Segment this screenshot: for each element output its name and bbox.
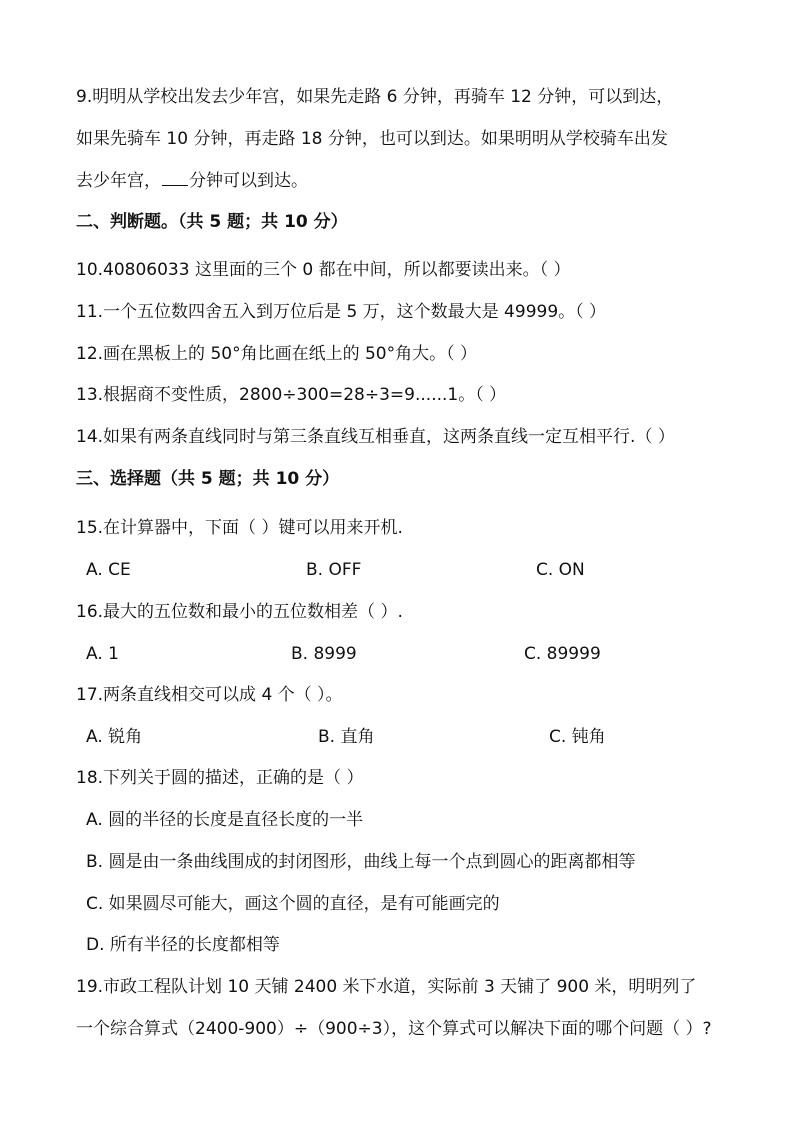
q18-option-d: D. 所有半径的长度都相等 bbox=[86, 935, 280, 955]
answer-blank[interactable] bbox=[162, 170, 188, 186]
q15-option-c: C. ON bbox=[536, 560, 585, 580]
q9-line1: 9.明明从学校出发去少年宫，如果先走路 6 分钟，再骑车 12 分钟，可以到达， bbox=[76, 87, 674, 107]
q10: 10.40806033 这里面的三个 0 都在中间，所以都要读出来。（ ） bbox=[76, 260, 571, 280]
q15-option-b: B. OFF bbox=[306, 560, 362, 580]
q12: 12.画在黑板上的 50°角比画在纸上的 50°角大。（ ） bbox=[76, 344, 478, 364]
q17-option-b: B. 直角 bbox=[318, 727, 375, 747]
q19-line2: 一个综合算式（2400-900）÷（900÷3），这个算式可以解决下面的哪个问题（ ）? bbox=[76, 1019, 712, 1039]
q16-option-a: A. 1 bbox=[86, 644, 119, 664]
section3-title: 三、选择题（共 5 题；共 10 分） bbox=[76, 469, 340, 489]
q9-line3-before: 去少年宫， bbox=[76, 171, 161, 191]
q16-stem: 16.最大的五位数和最小的五位数相差（ ）. bbox=[76, 602, 403, 622]
section2-title: 二、判断题。（共 5 题；共 10 分） bbox=[76, 212, 348, 232]
q17-option-a: A. 锐角 bbox=[86, 727, 143, 747]
q16-option-b: B. 8999 bbox=[291, 644, 357, 664]
q9-line2: 如果先骑车 10 分钟，再走路 18 分钟，也可以到达。如果明明从学校骑车出发 bbox=[76, 129, 668, 149]
q18-option-c: C. 如果圆尽可能大，画这个圆的直径，是有可能画完的 bbox=[86, 894, 500, 914]
q19-line1: 19.市政工程队计划 10 天铺 2400 米下水道，实际前 3 天铺了 900 米，明明列了 bbox=[76, 977, 697, 997]
q15-option-a: A. CE bbox=[86, 560, 131, 580]
q18-stem: 18.下列关于圆的描述，正确的是（ ） bbox=[76, 768, 364, 788]
q18-option-b: B. 圆是由一条曲线围成的封闭图形，曲线上每一个点到圆心的距离都相等 bbox=[86, 852, 636, 872]
q14: 14.如果有两条直线同时与第三条直线互相垂直，这两条直线一定互相平行.（ ） bbox=[76, 427, 675, 447]
q18-option-a: A. 圆的半径的长度是直径长度的一半 bbox=[86, 810, 364, 830]
q9-line3-after: 分钟可以到达。 bbox=[189, 171, 308, 191]
q9-line3 bbox=[76, 170, 308, 192]
q11: 11.一个五位数四舍五入到万位后是 5 万，这个数最大是 49999。（ ） bbox=[76, 302, 607, 322]
q17-stem: 17.两条直线相交可以成 4 个（ ）。 bbox=[76, 685, 343, 705]
q17-option-c: C. 钝角 bbox=[549, 727, 606, 747]
q15-stem: 15.在计算器中，下面（ ）键可以用来开机. bbox=[76, 518, 403, 538]
q16-option-c: C. 89999 bbox=[524, 644, 601, 664]
q13: 13.根据商不变性质，2800÷300=28÷3=9......1。（ ） bbox=[76, 385, 507, 405]
